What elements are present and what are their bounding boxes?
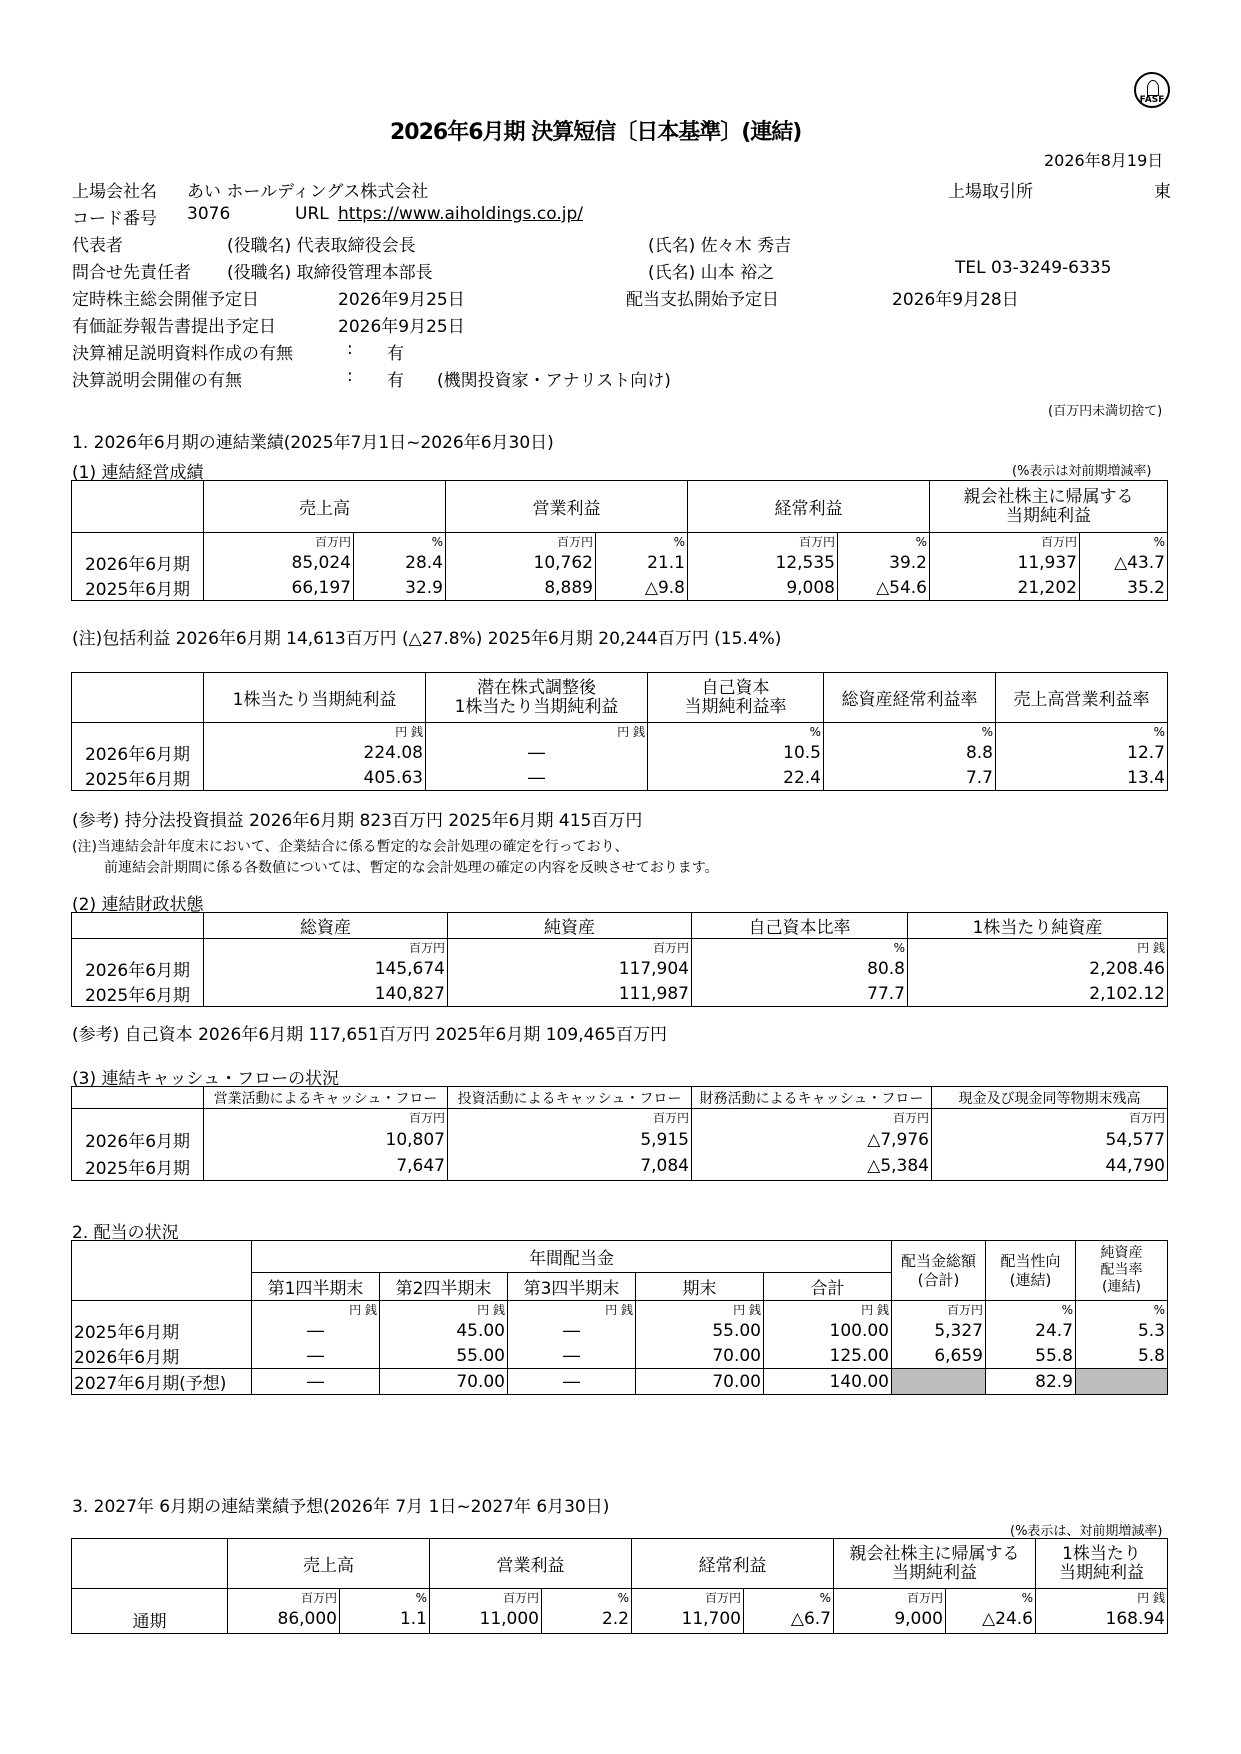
unit-yen: 円 銭 bbox=[380, 1301, 508, 1319]
col-diluted-eps: 潜在株式調整後 1株当たり当期純利益 bbox=[426, 673, 648, 723]
cell: 55.00 bbox=[380, 1343, 508, 1369]
sub2-heading: (2) 連結財政状態 bbox=[72, 895, 204, 915]
note-line-1: (注)当連結会計年度末において、企業結合に係る暫定的な会計処理の確定を行っており、 bbox=[72, 839, 629, 855]
company-url-link[interactable]: https://www.aiholdings.co.jp/ bbox=[338, 204, 583, 224]
row-label: 2025年6月期 bbox=[72, 1153, 204, 1180]
cell: ― bbox=[252, 1318, 380, 1343]
cell: 145,674 bbox=[204, 956, 448, 981]
cell: △54.6 bbox=[838, 575, 930, 601]
unit-pct: % bbox=[354, 533, 446, 551]
unit-pct: % bbox=[744, 1589, 834, 1607]
unit-pct: % bbox=[340, 1589, 430, 1607]
unit-yen: 円 銭 bbox=[508, 1301, 636, 1319]
col-sales: 売上高 bbox=[228, 1539, 430, 1589]
contact-label: 問合せ先責任者 bbox=[72, 263, 191, 283]
note-line-2: 前連結会計期間に係る各数値については、暫定的な会計処理の確定の内容を反映させております。 bbox=[104, 860, 719, 876]
per-share-table bbox=[71, 672, 1168, 791]
table-row bbox=[72, 1369, 1168, 1395]
section3-heading: 3. 2027年 6月期の連結業績予想(2026年 7月 1日~2027年 6月30日) bbox=[72, 1497, 610, 1517]
col-q3: 第3四半期末 bbox=[508, 1273, 636, 1301]
section2-heading: 2. 配当の状況 bbox=[72, 1223, 179, 1243]
code: 3076 bbox=[187, 204, 231, 224]
table-row bbox=[72, 1318, 1168, 1343]
cell: 2,102.12 bbox=[908, 981, 1168, 1007]
section1-heading: 1. 2026年6月期の連結業績(2025年7月1日~2026年6月30日) bbox=[72, 433, 554, 453]
cell: 7,084 bbox=[448, 1153, 692, 1180]
cell: 12.7 bbox=[996, 740, 1168, 765]
unit-pct: % bbox=[824, 723, 996, 741]
contact-title: (役職名) 取締役管理本部長 bbox=[227, 263, 433, 283]
cell: △6.7 bbox=[744, 1606, 834, 1633]
cell: 22.4 bbox=[648, 765, 824, 791]
row-label: 2026年6月期 bbox=[72, 1126, 204, 1153]
table-row bbox=[72, 1343, 1168, 1369]
table-row bbox=[72, 740, 1168, 765]
meeting-label: 決算説明会開催の有無 bbox=[72, 371, 242, 391]
unit-pct: % bbox=[838, 533, 930, 551]
sub1-heading: (1) 連結経営成績 bbox=[72, 463, 204, 483]
cell: 77.7 bbox=[692, 981, 908, 1007]
header-blank bbox=[72, 481, 204, 533]
document-date: 2026年8月19日 bbox=[1044, 151, 1164, 170]
unit-pct: % bbox=[1080, 533, 1168, 551]
cell: ― bbox=[508, 1343, 636, 1369]
cell: 86,000 bbox=[228, 1606, 340, 1633]
row-label: 2026年6月期 bbox=[72, 956, 204, 981]
unit-pct: % bbox=[946, 1589, 1036, 1607]
cell: 70.00 bbox=[636, 1343, 764, 1369]
table-row bbox=[72, 1153, 1168, 1180]
cell: 55.8 bbox=[986, 1343, 1076, 1369]
unit-yen: 円 銭 bbox=[252, 1301, 380, 1319]
comprehensive-income-note: (注)包括利益 2026年6月期 14,613百万円 (△27.8%) 2025年6月期 20,244百万円 (15.4%) bbox=[72, 629, 782, 649]
supp-label: 決算補足説明資料作成の有無 bbox=[72, 344, 293, 364]
col-roe: 自己資本 当期純利益率 bbox=[648, 673, 824, 723]
unit-pct: % bbox=[542, 1589, 632, 1607]
annual-dividend-header: 年間配当金 bbox=[252, 1241, 892, 1273]
col-payout-ratio: 配当性向 (連結) bbox=[986, 1241, 1076, 1301]
unit-pct: % bbox=[692, 939, 908, 957]
div-start-date: 2026年9月28日 bbox=[892, 290, 1019, 310]
cell: ― bbox=[252, 1343, 380, 1369]
unit-yen: 円 銭 bbox=[204, 723, 426, 741]
div-start-label: 配当支払開始予定日 bbox=[626, 290, 779, 310]
document-title: 2026年6月期 決算短信〔日本基準〕(連結) bbox=[390, 120, 802, 145]
cell: 70.00 bbox=[380, 1369, 508, 1395]
rep-title: (役職名) 代表取締役会長 bbox=[227, 236, 416, 256]
col-total-assets: 総資産 bbox=[204, 913, 448, 939]
unit-m: 百万円 bbox=[204, 533, 354, 551]
unit-yen: 円 銭 bbox=[764, 1301, 892, 1319]
cell: 140,827 bbox=[204, 981, 448, 1007]
col-eps: 1株当たり当期純利益 bbox=[204, 673, 426, 723]
cell: 44,790 bbox=[932, 1153, 1168, 1180]
row-label: 2026年6月期 bbox=[72, 550, 204, 575]
cell: 5.3 bbox=[1076, 1318, 1168, 1343]
cell: 55.00 bbox=[636, 1318, 764, 1343]
col-cash-balance: 現金及び現金同等物期末残高 bbox=[932, 1087, 1168, 1109]
cell: △7,976 bbox=[692, 1126, 932, 1153]
unit-m: 百万円 bbox=[204, 939, 448, 957]
cell: 1.1 bbox=[340, 1606, 430, 1633]
row-label: 通期 bbox=[72, 1606, 228, 1633]
cell: △5,384 bbox=[692, 1153, 932, 1180]
col-ordinary-income: 経常利益 bbox=[632, 1539, 834, 1589]
cell: 7,647 bbox=[204, 1153, 448, 1180]
cell: 9,008 bbox=[688, 575, 838, 601]
cell: 21,202 bbox=[930, 575, 1080, 601]
cell: 21.1 bbox=[596, 550, 688, 575]
cell: 11,700 bbox=[632, 1606, 744, 1633]
unit-m: 百万円 bbox=[204, 1109, 448, 1127]
pct-note-3: (%表示は、対前期増減率) bbox=[1010, 1524, 1163, 1539]
supp-colon: : bbox=[347, 339, 353, 359]
exchange: 東 bbox=[1154, 182, 1171, 202]
col-dividend-ratio: 純資産 配当率 (連結) bbox=[1076, 1241, 1168, 1301]
tel: TEL 03-3249-6335 bbox=[955, 258, 1112, 278]
cell: ― bbox=[426, 740, 648, 765]
unit-m: 百万円 bbox=[930, 533, 1080, 551]
col-operating-income: 営業利益 bbox=[430, 1539, 632, 1589]
url-label: URL bbox=[295, 204, 329, 224]
cell: 5.8 bbox=[1076, 1343, 1168, 1369]
cell: 2,208.46 bbox=[908, 956, 1168, 981]
cell: 5,327 bbox=[892, 1318, 986, 1343]
cell-shaded bbox=[892, 1369, 986, 1395]
unit-m: 百万円 bbox=[692, 1109, 932, 1127]
col-total-dividend: 配当金総額 (合計) bbox=[892, 1241, 986, 1301]
row-label: 2025年6月期 bbox=[72, 981, 204, 1007]
table-row bbox=[72, 550, 1168, 575]
cell: ― bbox=[508, 1318, 636, 1343]
unit-yen: 円 銭 bbox=[908, 939, 1168, 957]
cell: ― bbox=[426, 765, 648, 791]
financial-position-table bbox=[71, 912, 1168, 1007]
unit-m: 百万円 bbox=[430, 1589, 542, 1607]
col-investing-cf: 投資活動によるキャッシュ・フロー bbox=[448, 1087, 692, 1109]
cell-shaded bbox=[1076, 1369, 1168, 1395]
meeting-colon: : bbox=[347, 366, 353, 386]
fasf-logo: FASF bbox=[1134, 72, 1170, 108]
cell: 405.63 bbox=[204, 765, 426, 791]
cell: 54,577 bbox=[932, 1126, 1168, 1153]
cell: 10,807 bbox=[204, 1126, 448, 1153]
cell: 32.9 bbox=[354, 575, 446, 601]
listed-name: あい ホールディングス株式会社 bbox=[187, 182, 429, 202]
unit-m: 百万円 bbox=[892, 1301, 986, 1319]
row-label: 2026年6月期 bbox=[72, 740, 204, 765]
sub3-heading: (3) 連結キャッシュ・フローの状況 bbox=[72, 1069, 340, 1089]
unit-m: 百万円 bbox=[448, 939, 692, 957]
cell: 11,937 bbox=[930, 550, 1080, 575]
cell: 45.00 bbox=[380, 1318, 508, 1343]
cell: 35.2 bbox=[1080, 575, 1168, 601]
cell: 39.2 bbox=[838, 550, 930, 575]
rep-label: 代表者 bbox=[72, 236, 123, 256]
col-ordinary-income: 経常利益 bbox=[688, 481, 930, 533]
cell: 11,000 bbox=[430, 1606, 542, 1633]
cell: 10,762 bbox=[446, 550, 596, 575]
cell: 100.00 bbox=[764, 1318, 892, 1343]
col-year-end: 期末 bbox=[636, 1273, 764, 1301]
table-row bbox=[72, 765, 1168, 791]
cell: 224.08 bbox=[204, 740, 426, 765]
col-equity-ratio: 自己資本比率 bbox=[692, 913, 908, 939]
cell: 66,197 bbox=[204, 575, 354, 601]
table-row bbox=[72, 956, 1168, 981]
unit-m: 百万円 bbox=[688, 533, 838, 551]
supp-value: 有 bbox=[387, 344, 404, 364]
col-q1: 第1四半期末 bbox=[252, 1273, 380, 1301]
report-date: 2026年9月25日 bbox=[338, 317, 465, 337]
cell: 80.8 bbox=[692, 956, 908, 981]
report-label: 有価証券報告書提出予定日 bbox=[72, 317, 276, 337]
col-roa: 総資産経常利益率 bbox=[824, 673, 996, 723]
cell: ― bbox=[508, 1369, 636, 1395]
rep-name: (氏名) 佐々木 秀吉 bbox=[648, 236, 792, 256]
row-label: 2026年6月期 bbox=[72, 1343, 252, 1369]
unit-yen: 円 銭 bbox=[1036, 1589, 1168, 1607]
col-financing-cf: 財務活動によるキャッシュ・フロー bbox=[692, 1087, 932, 1109]
own-capital-note: (参考) 自己資本 2026年6月期 117,651百万円 2025年6月期 109,465百万円 bbox=[72, 1025, 668, 1045]
unit-pct: % bbox=[986, 1301, 1076, 1319]
cell: 9,000 bbox=[834, 1606, 946, 1633]
unit-yen: 円 銭 bbox=[636, 1301, 764, 1319]
row-label: 2025年6月期 bbox=[72, 575, 204, 601]
cashflow-table bbox=[71, 1086, 1168, 1181]
cell: 10.5 bbox=[648, 740, 824, 765]
cell: △9.8 bbox=[596, 575, 688, 601]
meeting-note: (機関投資家・アナリスト向け) bbox=[437, 371, 671, 391]
cell: 24.7 bbox=[986, 1318, 1076, 1343]
unit-m: 百万円 bbox=[834, 1589, 946, 1607]
row-label: 2025年6月期 bbox=[72, 765, 204, 791]
cell: 117,904 bbox=[448, 956, 692, 981]
unit-pct: % bbox=[648, 723, 824, 741]
dividend-table bbox=[71, 1240, 1168, 1395]
forecast-table bbox=[71, 1538, 1168, 1634]
cell: 6,659 bbox=[892, 1343, 986, 1369]
table-row bbox=[72, 575, 1168, 601]
cell: △24.6 bbox=[946, 1606, 1036, 1633]
unit-m: 百万円 bbox=[448, 1109, 692, 1127]
table-row bbox=[72, 981, 1168, 1007]
agm-date: 2026年9月25日 bbox=[338, 290, 465, 310]
cell: 12,535 bbox=[688, 550, 838, 575]
cell: 168.94 bbox=[1036, 1606, 1168, 1633]
cell: 13.4 bbox=[996, 765, 1168, 791]
cell: △43.7 bbox=[1080, 550, 1168, 575]
col-operating-cf: 営業活動によるキャッシュ・フロー bbox=[204, 1087, 448, 1109]
cell: 82.9 bbox=[986, 1369, 1076, 1395]
cell: ― bbox=[252, 1369, 380, 1395]
exchange-label: 上場取引所 bbox=[948, 182, 1033, 202]
col-bps: 1株当たり純資産 bbox=[908, 913, 1168, 939]
unit-m: 百万円 bbox=[446, 533, 596, 551]
code-label: コード番号 bbox=[72, 209, 157, 229]
contact-name: (氏名) 山本 裕之 bbox=[648, 263, 775, 283]
cell: 2.2 bbox=[542, 1606, 632, 1633]
cell: 8,889 bbox=[446, 575, 596, 601]
meeting-value: 有 bbox=[387, 371, 404, 391]
unit-m: 百万円 bbox=[932, 1109, 1168, 1127]
cell: 70.00 bbox=[636, 1369, 764, 1395]
row-label: 2025年6月期 bbox=[72, 1318, 252, 1343]
operating-results-table bbox=[71, 480, 1168, 601]
unit-m: 百万円 bbox=[228, 1589, 340, 1607]
table-row bbox=[72, 1606, 1168, 1633]
col-operating-income: 営業利益 bbox=[446, 481, 688, 533]
equity-method-note: (参考) 持分法投資損益 2026年6月期 823百万円 2025年6月期 415百万円 bbox=[72, 811, 643, 831]
cell: 125.00 bbox=[764, 1343, 892, 1369]
unit-pct: % bbox=[996, 723, 1168, 741]
cell: 140.00 bbox=[764, 1369, 892, 1395]
listed-name-label: 上場会社名 bbox=[72, 182, 157, 202]
col-sales: 売上高 bbox=[204, 481, 446, 533]
cell: 85,024 bbox=[204, 550, 354, 575]
col-operating-margin: 売上高営業利益率 bbox=[996, 673, 1168, 723]
cell: 8.8 bbox=[824, 740, 996, 765]
cell: 28.4 bbox=[354, 550, 446, 575]
pct-note-1: (%表示は対前期増減率) bbox=[1012, 464, 1152, 479]
col-total: 合計 bbox=[764, 1273, 892, 1301]
agm-label: 定時株主総会開催予定日 bbox=[72, 290, 259, 310]
col-net-income: 親会社株主に帰属する 当期純利益 bbox=[834, 1539, 1036, 1589]
col-q2: 第2四半期末 bbox=[380, 1273, 508, 1301]
table-row bbox=[72, 1126, 1168, 1153]
row-label: 2027年6月期(予想) bbox=[72, 1369, 252, 1395]
rounding-note: (百万円未満切捨て) bbox=[1048, 404, 1163, 419]
cell: 111,987 bbox=[448, 981, 692, 1007]
unit-pct: % bbox=[1076, 1301, 1168, 1319]
unit-m: 百万円 bbox=[632, 1589, 744, 1607]
col-net-income: 親会社株主に帰属する 当期純利益 bbox=[930, 481, 1168, 533]
col-net-assets: 純資産 bbox=[448, 913, 692, 939]
unit-pct: % bbox=[596, 533, 688, 551]
unit-yen: 円 銭 bbox=[426, 723, 648, 741]
cell: 5,915 bbox=[448, 1126, 692, 1153]
cell: 7.7 bbox=[824, 765, 996, 791]
col-eps: 1株当たり 当期純利益 bbox=[1036, 1539, 1168, 1589]
